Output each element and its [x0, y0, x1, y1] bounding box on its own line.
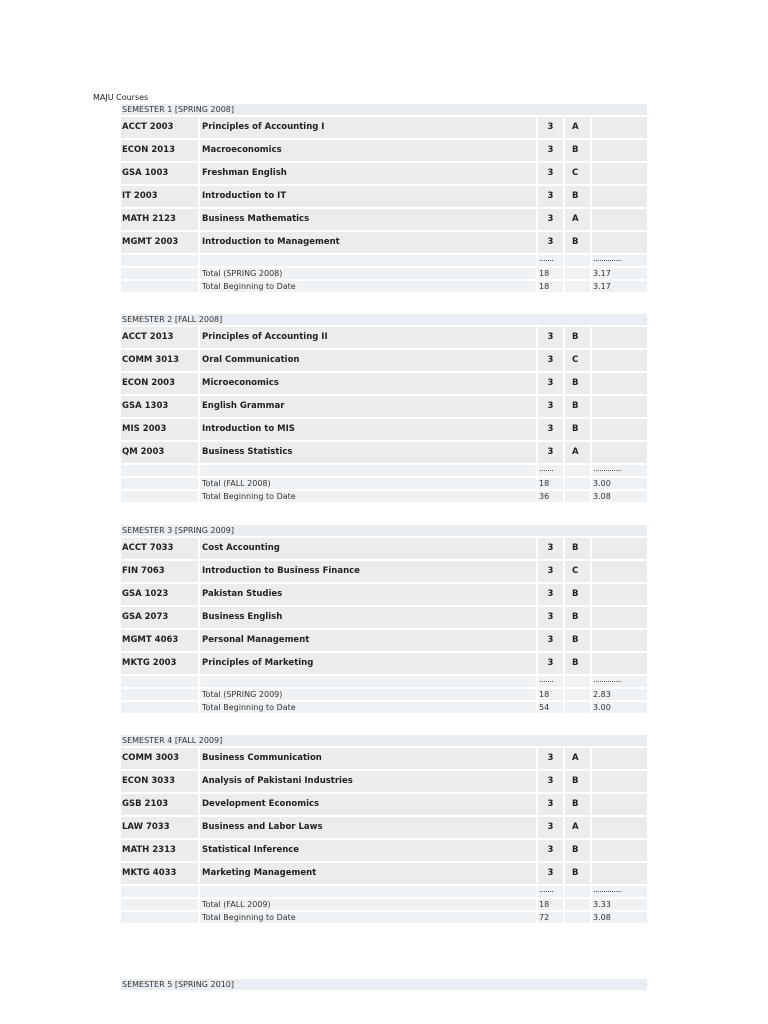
cumulative-total-row — [121, 491, 647, 502]
course-name: Introduction to Business Finance — [200, 561, 536, 582]
total-gpa: 3.17 — [592, 268, 647, 279]
course-credits: 3 — [538, 186, 563, 207]
course-code: MATH 2313 — [121, 840, 198, 861]
course-name: Microeconomics — [200, 373, 536, 394]
course-code: MKTG 2003 — [121, 653, 198, 674]
course-credits: 3 — [538, 748, 563, 769]
cumulative-label: Total Beginning to Date — [200, 281, 536, 292]
blank-cell — [592, 771, 647, 792]
dots-separator: .............. — [592, 676, 647, 687]
course-code: ECON 2013 — [121, 140, 198, 161]
cumulative-credits: 18 — [538, 281, 563, 292]
course-code: COMM 3013 — [121, 350, 198, 371]
course-code: GSA 1003 — [121, 163, 198, 184]
course-code: IT 2003 — [121, 186, 198, 207]
course-credits: 3 — [538, 561, 563, 582]
total-label: Total (SPRING 2008) — [200, 268, 536, 279]
course-credits: 3 — [538, 840, 563, 861]
course-grade: B — [565, 653, 590, 674]
course-credits: 3 — [538, 163, 563, 184]
course-grade: B — [565, 186, 590, 207]
course-name: Analysis of Pakistani Industries — [200, 771, 536, 792]
course-name: Marketing Management — [200, 863, 536, 884]
blank-cell — [592, 607, 647, 628]
course-row — [121, 186, 647, 207]
blank-cell — [592, 350, 647, 371]
course-row — [121, 350, 647, 371]
course-grade: B — [565, 327, 590, 348]
dots-separator: .............. — [592, 255, 647, 266]
blank-cell — [592, 419, 647, 440]
course-credits: 3 — [538, 327, 563, 348]
course-code: ACCT 2013 — [121, 327, 198, 348]
course-credits: 3 — [538, 419, 563, 440]
course-name: Macroeconomics — [200, 140, 536, 161]
course-credits: 3 — [538, 863, 563, 884]
course-grade: B — [565, 419, 590, 440]
course-name: Business and Labor Laws — [200, 817, 536, 838]
course-row — [121, 419, 647, 440]
semester-4-table — [121, 735, 647, 923]
dots-row — [121, 465, 647, 476]
semester-header: SEMESTER 2 [FALL 2008] — [121, 314, 647, 325]
cumulative-total-row — [121, 281, 647, 292]
total-label: Total (FALL 2008) — [200, 478, 536, 489]
blank-cell — [592, 840, 647, 861]
dots-row — [121, 676, 647, 687]
course-grade: B — [565, 630, 590, 651]
course-name: Principles of Accounting I — [200, 117, 536, 138]
dots-separator: .............. — [592, 465, 647, 476]
course-row — [121, 840, 647, 861]
course-name: Pakistan Studies — [200, 584, 536, 605]
dots-separator: ....... — [538, 886, 563, 897]
cumulative-credits: 54 — [538, 702, 563, 713]
semester-2-table — [121, 314, 647, 502]
course-code: ECON 3033 — [121, 771, 198, 792]
semester-header: SEMESTER 1 [SPRING 2008] — [121, 104, 647, 115]
course-row — [121, 748, 647, 769]
blank-cell — [592, 561, 647, 582]
semester-header: SEMESTER 3 [SPRING 2009] — [121, 525, 647, 536]
cumulative-total-row — [121, 702, 647, 713]
cumulative-label: Total Beginning to Date — [200, 491, 536, 502]
course-code: COMM 3003 — [121, 748, 198, 769]
total-label: Total (SPRING 2009) — [200, 689, 536, 700]
course-row — [121, 607, 647, 628]
course-name: Personal Management — [200, 630, 536, 651]
course-grade: C — [565, 163, 590, 184]
cumulative-credits: 36 — [538, 491, 563, 502]
course-credits: 3 — [538, 350, 563, 371]
blank-cell — [592, 584, 647, 605]
blank-cell — [592, 863, 647, 884]
course-credits: 3 — [538, 653, 563, 674]
course-credits: 3 — [538, 117, 563, 138]
cumulative-gpa: 3.00 — [592, 702, 647, 713]
blank-cell — [592, 232, 647, 253]
semester-header: SEMESTER 4 [FALL 2009] — [121, 735, 647, 746]
course-row — [121, 630, 647, 651]
course-grade: B — [565, 396, 590, 417]
course-grade: A — [565, 748, 590, 769]
document-title: MAJU Courses — [93, 93, 149, 102]
course-credits: 3 — [538, 771, 563, 792]
blank-cell — [592, 653, 647, 674]
cumulative-credits: 72 — [538, 912, 563, 923]
total-gpa: 2.83 — [592, 689, 647, 700]
course-name: Business Communication — [200, 748, 536, 769]
course-credits: 3 — [538, 607, 563, 628]
total-credits: 18 — [538, 899, 563, 910]
course-grade: A — [565, 117, 590, 138]
course-row — [121, 561, 647, 582]
blank-cell — [592, 538, 647, 559]
total-credits: 18 — [538, 689, 563, 700]
course-grade: B — [565, 840, 590, 861]
course-code: GSA 1023 — [121, 584, 198, 605]
course-row — [121, 327, 647, 348]
course-credits: 3 — [538, 584, 563, 605]
course-code: MGMT 4063 — [121, 630, 198, 651]
semester-total-row — [121, 689, 647, 700]
course-code: ACCT 2003 — [121, 117, 198, 138]
course-grade: B — [565, 538, 590, 559]
course-code: LAW 7033 — [121, 817, 198, 838]
blank-cell — [592, 630, 647, 651]
course-grade: A — [565, 817, 590, 838]
course-row — [121, 771, 647, 792]
course-name: Principles of Marketing — [200, 653, 536, 674]
semester-1-table — [121, 104, 647, 292]
course-credits: 3 — [538, 209, 563, 230]
blank-cell — [592, 117, 647, 138]
course-code: ECON 2003 — [121, 373, 198, 394]
dots-separator: ....... — [538, 465, 563, 476]
course-row — [121, 584, 647, 605]
blank-cell — [592, 748, 647, 769]
course-grade: A — [565, 209, 590, 230]
semester-3-table — [121, 525, 647, 713]
course-credits: 3 — [538, 817, 563, 838]
course-row — [121, 117, 647, 138]
course-grade: C — [565, 561, 590, 582]
cumulative-gpa: 3.17 — [592, 281, 647, 292]
dots-separator: ....... — [538, 676, 563, 687]
blank-cell — [592, 442, 647, 463]
course-code: MIS 2003 — [121, 419, 198, 440]
course-name: Business Statistics — [200, 442, 536, 463]
course-row — [121, 373, 647, 394]
dots-separator: ....... — [538, 255, 563, 266]
course-row — [121, 396, 647, 417]
total-credits: 18 — [538, 478, 563, 489]
blank-cell — [592, 163, 647, 184]
course-grade: B — [565, 584, 590, 605]
course-code: GSB 2103 — [121, 794, 198, 815]
blank-cell — [592, 373, 647, 394]
cumulative-label: Total Beginning to Date — [200, 702, 536, 713]
course-grade: C — [565, 350, 590, 371]
course-code: ACCT 7033 — [121, 538, 198, 559]
course-row — [121, 863, 647, 884]
course-name: Cost Accounting — [200, 538, 536, 559]
course-code: MKTG 4033 — [121, 863, 198, 884]
course-name: Statistical Inference — [200, 840, 536, 861]
course-name: Introduction to Management — [200, 232, 536, 253]
course-row — [121, 163, 647, 184]
semester-header: SEMESTER 5 [SPRING 2010] — [121, 979, 647, 990]
blank-cell — [592, 794, 647, 815]
course-credits: 3 — [538, 630, 563, 651]
course-grade: B — [565, 232, 590, 253]
blank-cell — [592, 140, 647, 161]
course-name: Business Mathematics — [200, 209, 536, 230]
dots-separator: .............. — [592, 886, 647, 897]
cumulative-total-row — [121, 912, 647, 923]
course-grade: A — [565, 442, 590, 463]
course-row — [121, 794, 647, 815]
course-code: GSA 1303 — [121, 396, 198, 417]
course-credits: 3 — [538, 794, 563, 815]
total-credits: 18 — [538, 268, 563, 279]
course-row — [121, 209, 647, 230]
course-grade: B — [565, 607, 590, 628]
course-name: Freshman English — [200, 163, 536, 184]
course-name: Business English — [200, 607, 536, 628]
cumulative-gpa: 3.08 — [592, 912, 647, 923]
course-code: GSA 2073 — [121, 607, 198, 628]
semester-total-row — [121, 478, 647, 489]
course-grade: B — [565, 140, 590, 161]
cumulative-gpa: 3.08 — [592, 491, 647, 502]
course-name: Introduction to IT — [200, 186, 536, 207]
dots-row — [121, 886, 647, 897]
course-row — [121, 442, 647, 463]
course-code: MATH 2123 — [121, 209, 198, 230]
course-name: Oral Communication — [200, 350, 536, 371]
total-gpa: 3.33 — [592, 899, 647, 910]
course-row — [121, 653, 647, 674]
blank-cell — [592, 209, 647, 230]
course-credits: 3 — [538, 232, 563, 253]
course-code: QM 2003 — [121, 442, 198, 463]
dots-row — [121, 255, 647, 266]
cumulative-label: Total Beginning to Date — [200, 912, 536, 923]
total-gpa: 3.00 — [592, 478, 647, 489]
blank-cell — [592, 186, 647, 207]
course-credits: 3 — [538, 396, 563, 417]
semester-5-table — [121, 979, 647, 990]
semester-total-row — [121, 899, 647, 910]
course-code: MGMT 2003 — [121, 232, 198, 253]
course-credits: 3 — [538, 373, 563, 394]
total-label: Total (FALL 2009) — [200, 899, 536, 910]
course-grade: B — [565, 794, 590, 815]
course-grade: B — [565, 771, 590, 792]
course-code: FIN 7063 — [121, 561, 198, 582]
course-row — [121, 232, 647, 253]
course-credits: 3 — [538, 442, 563, 463]
course-name: English Grammar — [200, 396, 536, 417]
blank-cell — [592, 327, 647, 348]
course-grade: B — [565, 373, 590, 394]
course-name: Principles of Accounting II — [200, 327, 536, 348]
course-credits: 3 — [538, 538, 563, 559]
course-row — [121, 538, 647, 559]
course-name: Development Economics — [200, 794, 536, 815]
blank-cell — [592, 817, 647, 838]
course-row — [121, 817, 647, 838]
blank-cell — [592, 396, 647, 417]
semester-total-row — [121, 268, 647, 279]
course-row — [121, 140, 647, 161]
course-credits: 3 — [538, 140, 563, 161]
course-grade: B — [565, 863, 590, 884]
course-name: Introduction to MIS — [200, 419, 536, 440]
